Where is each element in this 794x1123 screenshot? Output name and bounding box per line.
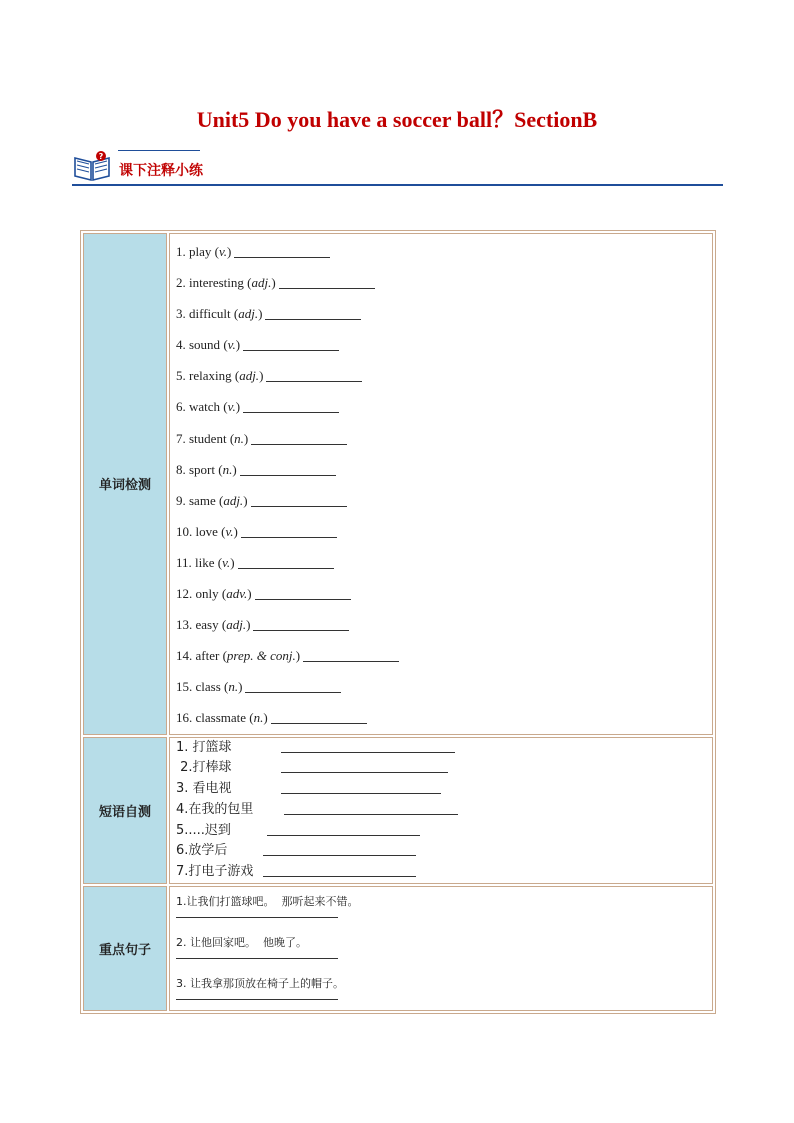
part-of-speech: v. xyxy=(222,554,231,570)
word-number: 12. xyxy=(176,586,193,602)
word-item: 16. classmate (n.) xyxy=(176,702,706,733)
part-of-speech: adj. xyxy=(223,492,244,508)
answer-blank[interactable] xyxy=(238,554,334,569)
answer-blank[interactable] xyxy=(176,917,338,918)
answer-blank[interactable] xyxy=(263,855,416,856)
word-text: after xyxy=(195,648,220,664)
part-of-speech: v. xyxy=(225,523,234,539)
answer-blank[interactable] xyxy=(263,876,416,877)
phrases-list xyxy=(169,737,713,885)
book-question-icon xyxy=(72,150,112,182)
word-number: 10. xyxy=(176,523,193,539)
section-header xyxy=(72,148,723,188)
page-title: Unit5 Do you have a soccer ball？SectionB xyxy=(196,107,598,132)
sentence-item xyxy=(176,969,706,1010)
part-of-speech: adj. xyxy=(226,617,247,633)
answer-blank[interactable] xyxy=(281,793,441,794)
part-of-speech: adj. xyxy=(251,275,272,291)
phrase-text: 2.打棒球 xyxy=(176,760,232,776)
word-text: watch xyxy=(189,399,221,415)
word-text: relaxing xyxy=(189,368,232,384)
phrase-item xyxy=(176,800,706,821)
word-number: 4. xyxy=(176,337,186,353)
word-text: sound xyxy=(189,337,221,353)
answer-blank[interactable] xyxy=(253,616,349,631)
answer-blank[interactable] xyxy=(245,678,341,693)
word-number: 15. xyxy=(176,679,193,695)
word-item: 15. class (n.) xyxy=(176,671,706,702)
answer-blank[interactable] xyxy=(267,835,420,836)
part-of-speech: v. xyxy=(227,399,236,415)
section-label: 课下注释小练 xyxy=(119,163,203,179)
answer-blank[interactable] xyxy=(251,492,347,507)
category-phrases: 短语自测 xyxy=(83,737,167,885)
answer-blank[interactable] xyxy=(243,336,339,351)
word-text: classmate xyxy=(195,710,247,726)
word-item: 10. love (v.) xyxy=(176,516,706,547)
phrase-item xyxy=(176,758,706,779)
answer-blank[interactable] xyxy=(271,709,367,724)
phrase-item xyxy=(176,779,706,800)
word-text: easy xyxy=(195,617,219,633)
word-item: 9. same (adj.) xyxy=(176,485,706,516)
phrase-text: 7.打电子游戏 xyxy=(176,864,254,880)
phrase-item xyxy=(176,738,706,759)
word-text: like xyxy=(195,554,215,570)
part-of-speech: n. xyxy=(234,430,244,446)
part-of-speech: n. xyxy=(222,461,233,477)
answer-blank[interactable] xyxy=(255,585,351,600)
answer-blank[interactable] xyxy=(266,367,362,382)
word-text: interesting xyxy=(189,275,244,291)
answer-blank[interactable] xyxy=(279,274,375,289)
word-item: 2. interesting (adj.) xyxy=(176,267,706,298)
word-number: 8. xyxy=(176,461,186,477)
word-number: 9. xyxy=(176,492,186,508)
word-number: 14. xyxy=(176,648,193,664)
word-item: 11. like (v.) xyxy=(176,547,706,578)
word-text: only xyxy=(195,586,219,602)
phrase-text: 6.放学后 xyxy=(176,843,228,859)
sentence-text: 3. 让我拿那顶放在椅子上的帽子。 xyxy=(176,977,344,991)
part-of-speech: n. xyxy=(253,710,264,726)
word-text: same xyxy=(189,492,216,508)
part-of-speech: prep. & conj. xyxy=(226,648,296,664)
category-words: 单词检测 xyxy=(83,233,167,735)
phrase-item xyxy=(176,841,706,862)
word-number: 7. xyxy=(176,430,186,446)
word-item: 8. sport (n.) xyxy=(176,454,706,485)
word-item: 5. relaxing (adj.) xyxy=(176,360,706,391)
answer-blank[interactable] xyxy=(281,752,455,753)
category-sentences: 重点句子 xyxy=(83,886,167,1011)
word-item: 1. play (v.) xyxy=(176,236,706,267)
sentences-list xyxy=(169,886,713,1011)
word-number: 1. xyxy=(176,244,186,259)
word-item: 3. difficult (adj.) xyxy=(176,298,706,329)
word-item: 4. sound (v.) xyxy=(176,329,706,360)
answer-blank[interactable] xyxy=(265,305,361,320)
word-text: class xyxy=(195,679,221,695)
phrase-item xyxy=(176,862,706,883)
part-of-speech: n. xyxy=(228,679,239,695)
phrase-text: 4.在我的包里 xyxy=(176,801,254,817)
answer-blank[interactable] xyxy=(303,647,399,662)
answer-blank[interactable] xyxy=(251,430,347,445)
sentence-item xyxy=(176,928,706,969)
word-text: difficult xyxy=(189,306,231,322)
phrase-text: 3. 看电视 xyxy=(176,781,232,797)
answer-blank[interactable] xyxy=(240,461,336,476)
word-number: 13. xyxy=(176,617,193,633)
word-number: 3. xyxy=(176,306,186,322)
phrase-text: 5.....迟到 xyxy=(176,822,231,838)
word-number: 6. xyxy=(176,399,186,415)
word-item: 7. student (n.) xyxy=(176,423,706,454)
answer-blank[interactable] xyxy=(243,398,339,413)
word-item: 6. watch (v.) xyxy=(176,391,706,422)
word-text: love xyxy=(195,523,218,539)
word-item: 13. easy (adj.) xyxy=(176,609,706,640)
answer-blank[interactable] xyxy=(241,523,337,538)
word-item: 12. only (adv.) xyxy=(176,578,706,609)
word-number: 5. xyxy=(176,368,186,384)
answer-blank[interactable] xyxy=(284,814,458,815)
sentence-text: 1.让我们打篮球吧。 那听起来不错。 xyxy=(176,895,359,909)
sentence-text: 2. 让他回家吧。 他晚了。 xyxy=(176,936,307,950)
word-item: 14. after (prep. & conj.) xyxy=(176,640,706,671)
part-of-speech: adj. xyxy=(238,306,259,322)
part-of-speech: adv. xyxy=(226,586,248,602)
phrase-text: 1. 打篮球 xyxy=(176,739,232,755)
sentence-item xyxy=(176,887,706,928)
answer-blank[interactable] xyxy=(176,999,338,1000)
words-list xyxy=(169,233,713,735)
worksheet-table xyxy=(80,230,716,1014)
phrase-item xyxy=(176,821,706,842)
part-of-speech: v. xyxy=(227,337,236,353)
svg-text:?: ? xyxy=(98,152,104,161)
part-of-speech: adj. xyxy=(239,368,260,384)
word-text: sport xyxy=(189,461,215,477)
part-of-speech: v. xyxy=(218,244,228,259)
word-number: 11. xyxy=(176,554,192,570)
answer-blank[interactable] xyxy=(281,772,448,773)
word-number: 16. xyxy=(176,710,193,726)
answer-blank[interactable] xyxy=(234,243,330,258)
word-number: 2. xyxy=(176,275,186,291)
word-text: student xyxy=(189,430,227,446)
answer-blank[interactable] xyxy=(176,958,338,959)
word-text: play xyxy=(189,244,212,259)
